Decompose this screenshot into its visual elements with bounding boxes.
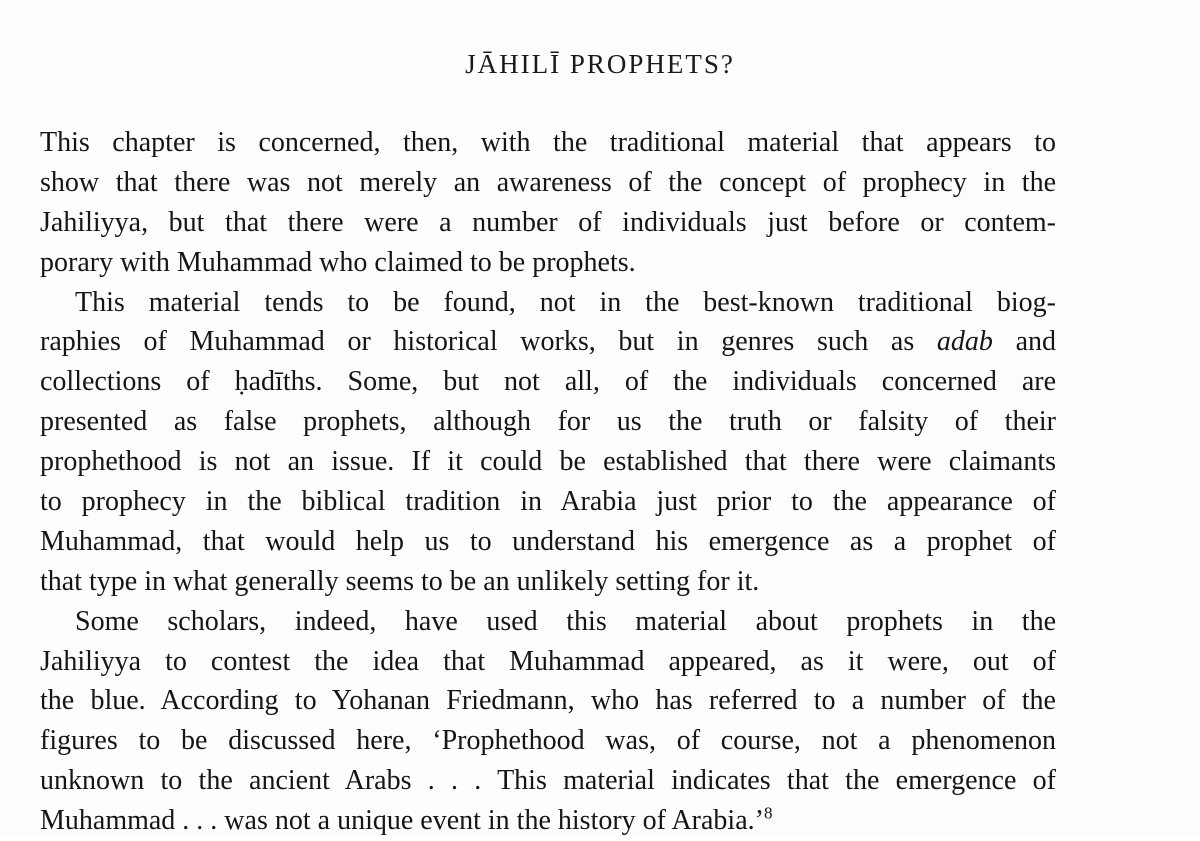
text-line: raphies of Muhammad or historical works, but in genres such as adab and xyxy=(40,326,1057,358)
paragraph-1 xyxy=(40,123,1056,283)
text-line: that type in what generally seems to be an unlikely setting for it. xyxy=(40,565,760,597)
text-line: the blue. According to Yohanan Friedmann, who has referred to a number of the xyxy=(40,685,1056,717)
text-line: figures to be discussed here, ‘Prophethood was, of course, not a phenomenon xyxy=(40,725,1056,757)
text-line: Jahiliyya, but that there were a number of individuals just before or contem- xyxy=(40,206,1056,238)
text-line: Jahiliyya to contest the idea that Muhammad appeared, as it were, out of xyxy=(40,645,1056,677)
text-line: to prophecy in the biblical tradition in Arabia just prior to the appearance of xyxy=(40,486,1056,518)
text-line: prophethood is not an issue. If it could be established that there were claimants xyxy=(40,446,1056,478)
text-line: collections of ḥadīths. Some, but not all, of the individuals concerned are xyxy=(40,366,1056,398)
text-line: This chapter is concerned, then, with the traditional material that appears to xyxy=(40,127,1056,158)
text-line: Some scholars, indeed, have used this material about prophets in the xyxy=(75,605,1056,637)
text-line: This material tends to be found, not in the best-known traditional biog- xyxy=(75,286,1056,318)
text-line: Muhammad, that would help us to understand his emergence as a prophet of xyxy=(40,525,1056,557)
body-text xyxy=(40,123,1056,841)
text-line-final xyxy=(40,801,1056,841)
text-line: show that there was not merely an awareness of the concept of prophecy in the xyxy=(40,166,1056,198)
running-head: JĀHILĪ PROPHETS? xyxy=(465,49,735,79)
text-line: porary with Muhammad who claimed to be prophets. xyxy=(40,246,636,278)
footnote-reference[interactable]: 8 xyxy=(763,803,773,823)
text-line-content: Muhammad . . . was not a unique event in the history of Arabia.’ xyxy=(40,805,764,837)
paragraph-3 xyxy=(40,602,1056,841)
text-line: unknown to the ancient Arabs . . . This material indicates that the emergence of xyxy=(40,765,1056,797)
paragraph-2 xyxy=(40,283,1056,602)
text-line: presented as false prophets, although for us the truth or falsity of their xyxy=(40,406,1056,438)
